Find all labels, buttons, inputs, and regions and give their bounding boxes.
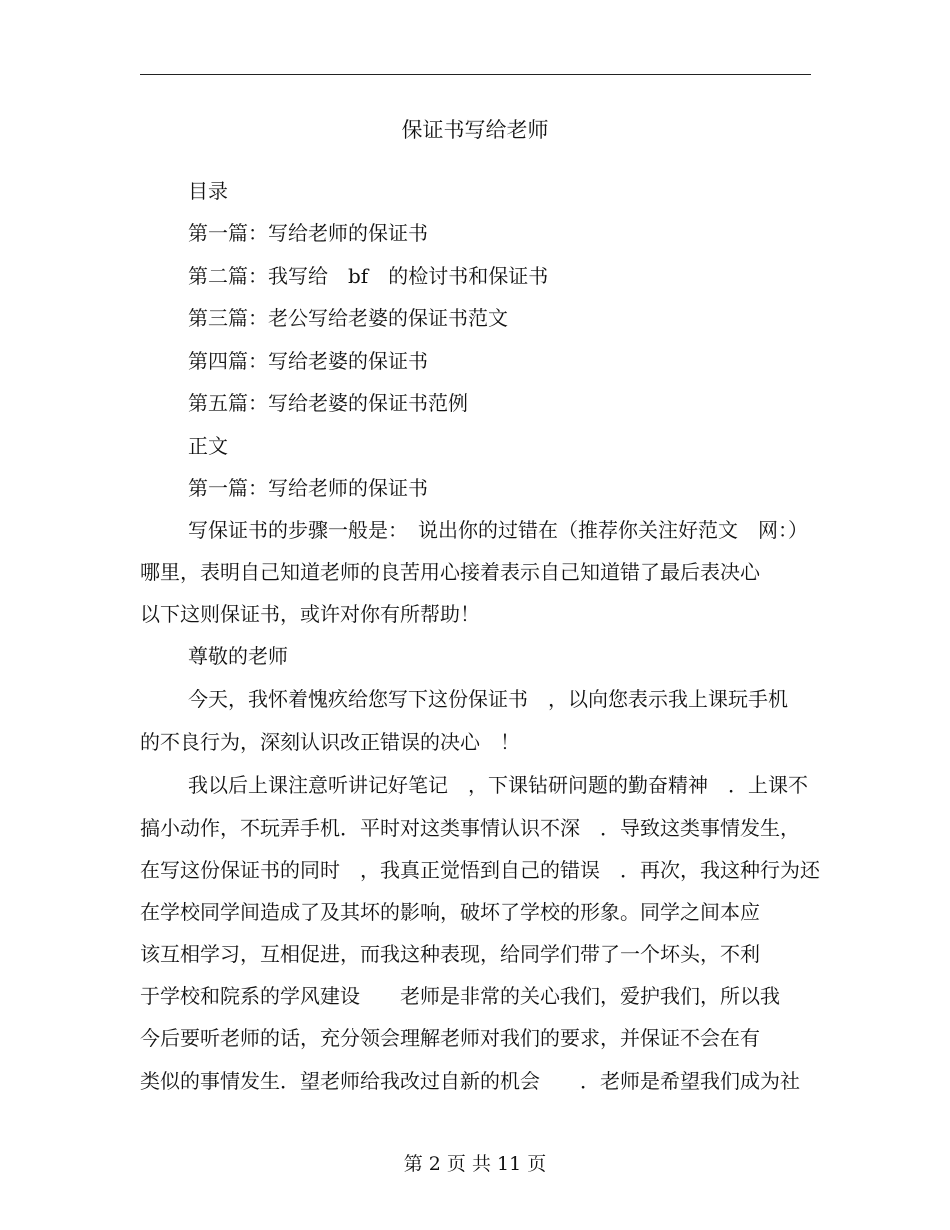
intro-line-2: 哪里，表明自己知道老师的良苦用心接着表示自己知道错了最后表决心 bbox=[140, 560, 760, 584]
para2-line-8: 类似的事情发生．望老师给我改过自新的机会 ．老师是希望我们成为社 bbox=[140, 1069, 800, 1093]
toc-item-3: 第三篇：老公写给老婆的保证书范文 bbox=[188, 306, 508, 330]
section-heading: 第一篇：写给老师的保证书 bbox=[188, 476, 428, 500]
salutation: 尊敬的老师 bbox=[188, 644, 288, 668]
toc-item-2: 第二篇：我写给 bf 的检讨书和保证书 bbox=[188, 264, 549, 288]
para1-line-2: 的不良行为，深刻认识改正错误的决心 ！ bbox=[140, 730, 520, 754]
intro-line-3: 以下这则保证书，或许对你有所帮助！ bbox=[140, 602, 480, 626]
toc-item-4: 第四篇：写给老婆的保证书 bbox=[188, 349, 428, 373]
para2-line-5: 该互相学习，互相促进，而我这种表现，给同学们带了一个坏头，不利 bbox=[140, 942, 760, 966]
body-heading: 正文 bbox=[188, 434, 228, 458]
para2-line-3: 在写这份保证书的同时 ，我真正觉悟到自己的错误 ．再次，我这种行为还 bbox=[140, 858, 820, 882]
toc-item-1: 第一篇：写给老师的保证书 bbox=[188, 221, 428, 245]
para2-line-7: 今后要听老师的话，充分领会理解老师对我们的要求，并保证不会在有 bbox=[140, 1026, 760, 1050]
para2-line-6: 于学校和院系的学风建设 老师是非常的关心我们，爱护我们，所以我 bbox=[140, 984, 780, 1008]
toc-item-5: 第五篇：写给老婆的保证书范例 bbox=[188, 391, 468, 415]
toc-heading: 目录 bbox=[188, 179, 228, 203]
intro-line-1: 写保证书的步骤一般是： 说出你的过错在（推荐你关注好范文 网：） bbox=[188, 518, 808, 542]
header-rule bbox=[140, 74, 811, 75]
para1-line-1: 今天，我怀着愧疚给您写下这份保证书 ，以向您表示我上课玩手机 bbox=[188, 687, 788, 711]
document-title: 保证书写给老师 bbox=[401, 118, 549, 142]
para2-line-4: 在学校同学间造成了及其坏的影响，破坏了学校的形象。同学之间本应 bbox=[140, 900, 760, 924]
para2-line-1: 我以后上课注意听讲记好笔记 ，下课钻研问题的勤奋精神 ．上课不 bbox=[188, 773, 808, 797]
page-number-footer: 第 2 页 共 11 页 bbox=[403, 1153, 547, 1175]
para2-line-2: 搞小动作，不玩弄手机．平时对这类事情认识不深 ．导致这类事情发生， bbox=[140, 816, 800, 840]
